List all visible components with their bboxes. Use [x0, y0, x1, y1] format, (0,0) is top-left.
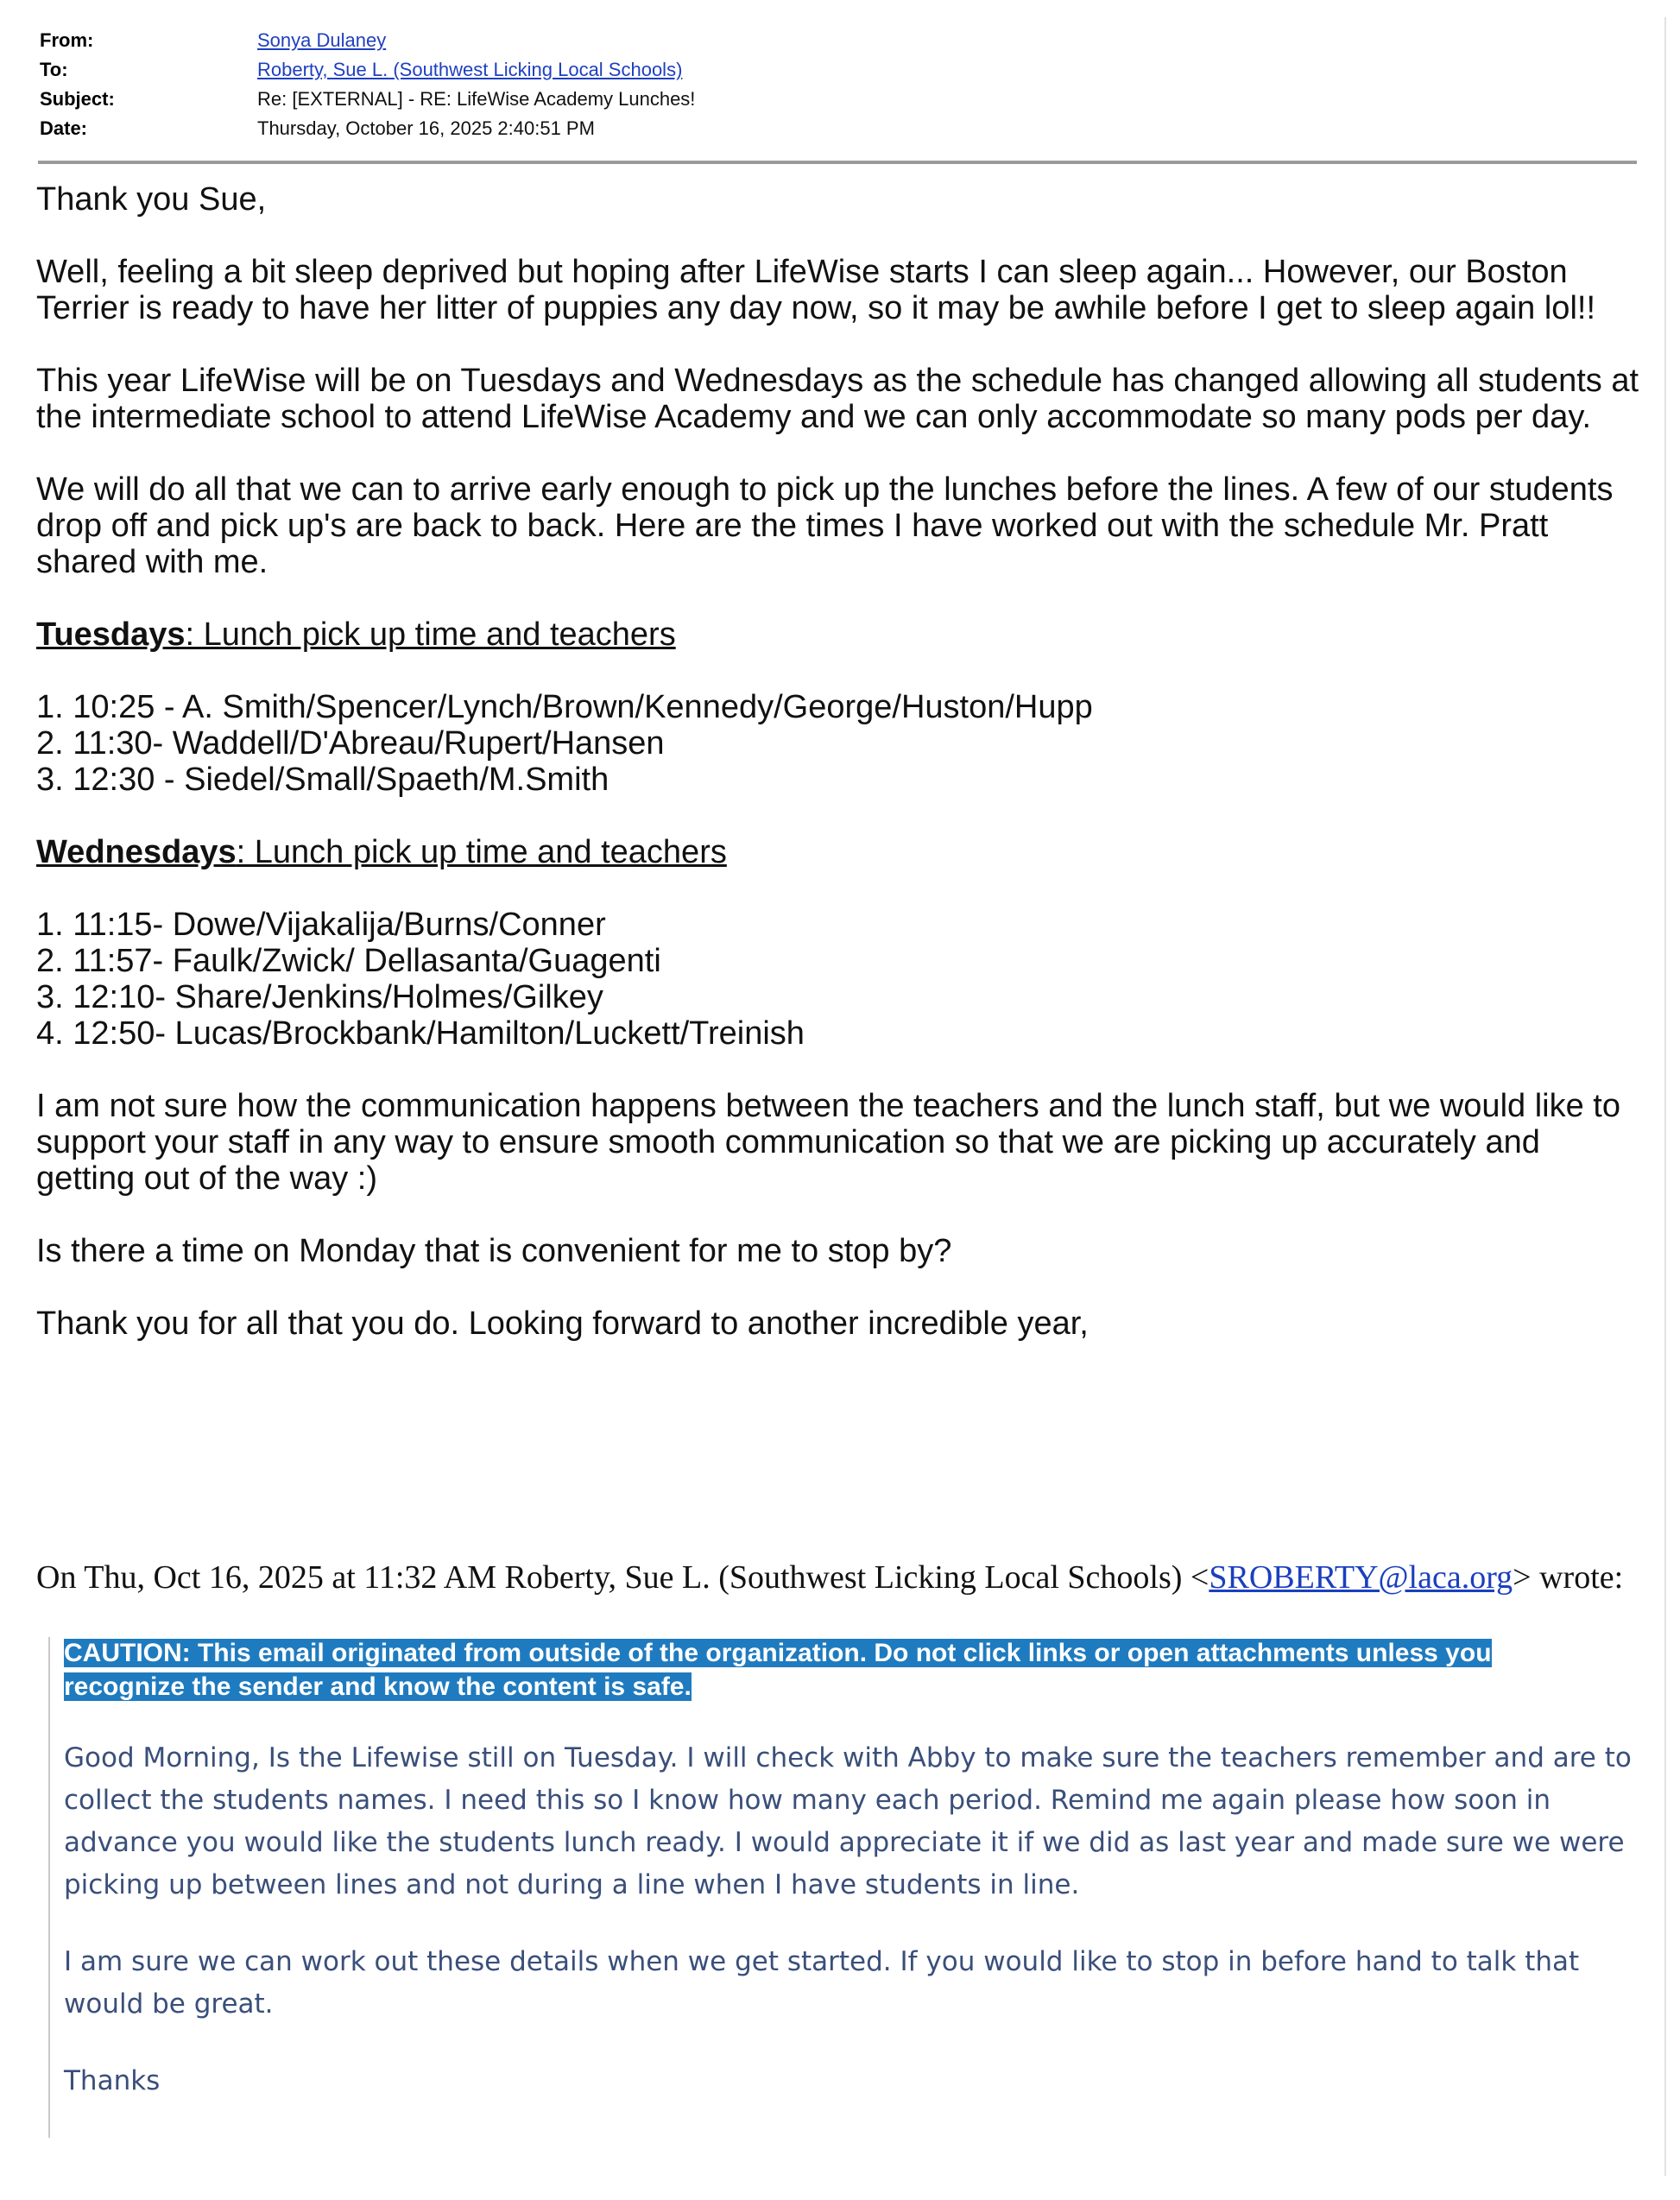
wednesday-heading-rest: : Lunch pick up time and teachers: [236, 834, 727, 870]
sender-email-link[interactable]: SROBERTY@laca.org: [1209, 1559, 1513, 1596]
quoted-intro-end: > wrote:: [1513, 1559, 1624, 1596]
quote-border: [48, 1637, 50, 2138]
to-label: To:: [40, 59, 68, 80]
list-item: 2. 11:57- Faulk/Zwick/ Dellasanta/Guagenti: [36, 943, 661, 979]
quoted-message: [64, 1737, 1644, 2137]
header-divider: [38, 161, 1637, 164]
quoted-paragraph-1: Good Morning, Is the Lifewise still on Tuesday. I will check with Abby to make sure the teachers remember and are to collect the students names. I need this so I know how many each period. Remind me again please how soon in advance you would like the students lunch ready. I would appreciate it if we did as last year and made sure we were picking up between lines and not during a line when I have students in line.: [64, 1742, 1632, 1900]
tuesday-day: Tuesdays: [36, 616, 186, 653]
quoted-intro-text: On Thu, Oct 16, 2025 at 11:32 AM Roberty, Sue L. (Southwest Licking Local Schools) <: [36, 1559, 1209, 1596]
caution-banner: [64, 1636, 1601, 1704]
tuesday-heading-rest: : Lunch pick up time and teachers: [185, 616, 676, 653]
to-row: [40, 55, 1637, 85]
email-body: [36, 181, 1642, 1378]
to-link[interactable]: Roberty, Sue L. (Southwest Licking Local Schools): [257, 59, 683, 80]
quoted-signoff: Thanks: [64, 2065, 161, 2096]
list-item: 4. 12:50- Lucas/Brockbank/Hamilton/Luckett/Treinish: [36, 1015, 805, 1052]
from-link[interactable]: Sonya Dulaney: [257, 29, 387, 51]
body-paragraph-1: Well, feeling a bit sleep deprived but hoping after LifeWise starts I can sleep again... However, our Boston Terrier is ready to have her litter of puppies any day now, so it may be awhile before I get to sleep again lol!!: [36, 254, 1596, 326]
greeting: Thank you Sue,: [36, 181, 267, 218]
list-item: 1. 11:15- Dowe/Vijakalija/Burns/Conner: [36, 907, 606, 943]
quoted-paragraph-2: I am sure we can work out these details when we get started. If you would like to stop in before hand to talk that would be great.: [64, 1946, 1580, 2020]
list-item: 3. 12:30 - Siedel/Small/Spaeth/M.Smith: [36, 762, 609, 798]
caution-text: CAUTION: This email originated from outside of the organization. Do not click links or open attachments unless you recognize the sender and know the content is safe.: [64, 1639, 1492, 1701]
body-paragraph-6: Thank you for all that you do. Looking forward to another incredible year,: [36, 1305, 1089, 1342]
subject-value: Re: [EXTERNAL] - RE: LifeWise Academy Lunches!: [257, 88, 696, 110]
from-label: From:: [40, 29, 94, 51]
from-row: [40, 26, 1637, 55]
page-edge-rule: [1664, 17, 1666, 2176]
list-item: 1. 10:25 - A. Smith/Spencer/Lynch/Brown/Kennedy/George/Huston/Hupp: [36, 689, 1093, 725]
body-paragraph-5: Is there a time on Monday that is convenient for me to stop by?: [36, 1233, 952, 1269]
body-paragraph-3: We will do all that we can to arrive early enough to pick up the lunches before the lines. A few of our students drop off and pick up's are back to back. Here are the times I have worked out with the schedule Mr. Pratt shared with me.: [36, 471, 1614, 580]
date-row: [40, 114, 1637, 143]
email-header: [40, 26, 1637, 143]
list-item: 2. 11:30- Waddell/D'Abreau/Rupert/Hansen: [36, 725, 665, 762]
body-paragraph-2: This year LifeWise will be on Tuesdays and Wednesdays as the schedule has changed allowing all students at the intermediate school to attend LifeWise Academy and we can only accommodate so many pods per day.: [36, 363, 1639, 435]
date-label: Date:: [40, 117, 88, 139]
list-item: 3. 12:10- Share/Jenkins/Holmes/Gilkey: [36, 979, 603, 1015]
body-paragraph-4: I am not sure how the communication happens between the teachers and the lunch staff, but we would like to support your staff in any way to ensure smooth communication so that we are picking up accurately and getting out of the way :): [36, 1088, 1620, 1197]
wednesday-heading: [36, 834, 1642, 870]
date-value: Thursday, October 16, 2025 2:40:51 PM: [257, 117, 595, 139]
quoted-intro: [36, 1559, 1642, 1596]
wednesday-day: Wednesdays: [36, 834, 237, 870]
wednesday-list: [36, 907, 1642, 1052]
subject-row: [40, 85, 1637, 114]
tuesday-heading: [36, 616, 1642, 653]
tuesday-list: [36, 689, 1642, 798]
subject-label: Subject:: [40, 88, 115, 110]
